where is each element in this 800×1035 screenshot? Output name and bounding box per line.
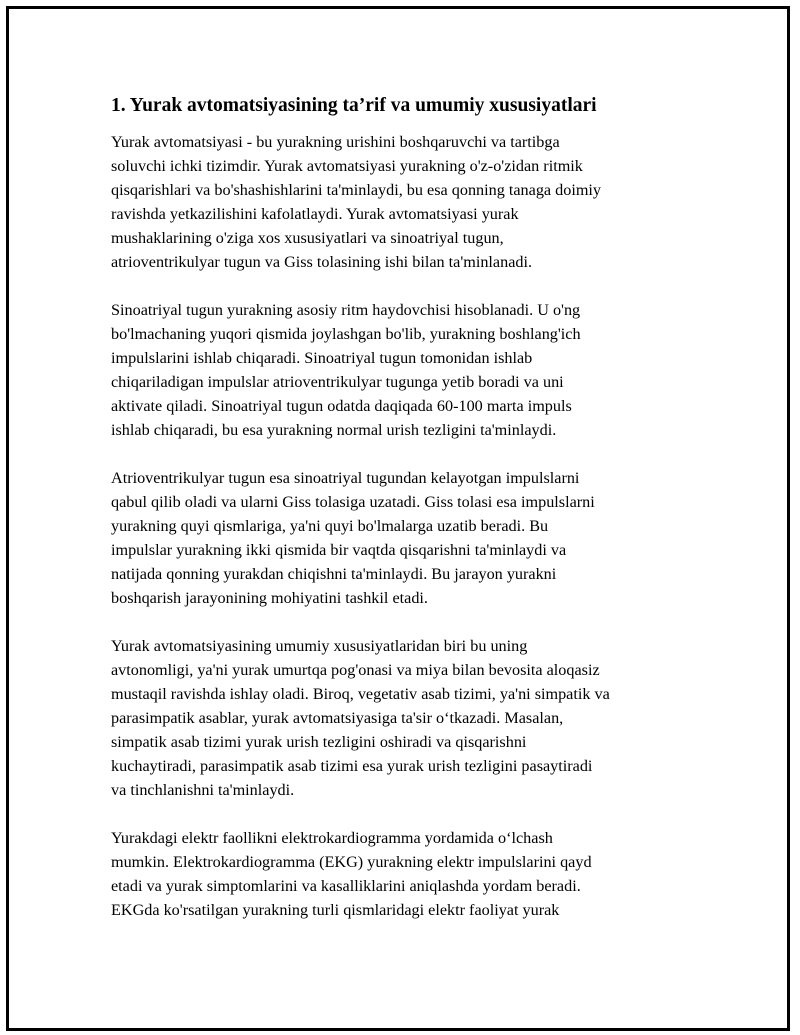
paragraph xyxy=(111,826,691,922)
paragraph-line: Sinoatriyal tugun yurakning asosiy ritm haydovchisi hisoblanadi. U o'ng xyxy=(111,301,581,319)
paragraph-line: avtonomligi, ya'ni yurak umurtqa pog'onasi va miya bilan bevosita aloqasiz xyxy=(111,661,600,679)
paragraph-line: mustaqil ravishda ishlay oladi. Biroq, vegetativ asab tizimi, ya'ni simpatik va xyxy=(111,685,610,703)
paragraph xyxy=(111,466,691,610)
paragraph-line: aktivate qiladi. Sinoatriyal tugun odatda daqiqada 60-100 marta impuls xyxy=(111,397,572,415)
paragraph xyxy=(111,298,691,442)
paragraph-line: Atrioventrikulyar tugun esa sinoatriyal tugundan kelayotgan impulslarni xyxy=(111,469,580,487)
paragraph-line: Yurakdagi elektr faollikni elektrokardiogramma yordamida o‘lchash xyxy=(111,829,553,847)
paragraph xyxy=(111,634,691,802)
paragraph-line: simpatik asab tizimi yurak urish tezligini oshiradi va qisqarishni xyxy=(111,733,527,751)
paragraph-line: va tinchlanishni ta'minlaydi. xyxy=(111,781,295,799)
paragraph-line: ishlab chiqaradi, bu esa yurakning normal urish tezligini ta'minlaydi. xyxy=(111,421,557,439)
paragraph-line: natijada qonning yurakdan chiqishni ta'minlaydi. Bu jarayon yurakni xyxy=(111,565,557,583)
paragraph-line: impulslar yurakning ikki qismida bir vaqtda qisqarishni ta'minlaydi va xyxy=(111,541,567,559)
paragraph-line: etadi va yurak simptomlarini va kasalliklarini aniqlashda yordam beradi. xyxy=(111,877,581,895)
paragraph-line: Yurak avtomatsiyasining umumiy xususiyatlaridan biri bu uning xyxy=(111,637,528,655)
paragraph-line: EKGda ko'rsatilgan yurakning turli qismlaridagi elektr faoliyat yurak xyxy=(111,901,560,919)
paragraph-line: soluvchi ichki tizimdir. Yurak avtomatsiyasi yurakning o'z-o'zidan ritmik xyxy=(111,157,583,175)
paragraph-line: yurakning quyi qismlariga, ya'ni quyi bo'lmalarga uzatib beradi. Bu xyxy=(111,517,549,535)
paragraph-line: mumkin. Elektrokardiogramma (EKG) yurakning elektr impulslarini qayd xyxy=(111,853,592,871)
paragraph xyxy=(111,130,691,274)
paragraph-line: qabul qilib oladi va ularni Giss tolasiga uzatadi. Giss tolasi esa impulslarni xyxy=(111,493,595,511)
paragraph-list xyxy=(111,130,691,922)
paragraph-line: mushaklarining o'ziga xos xususiyatlari va sinoatriyal tugun, xyxy=(111,229,504,247)
paragraph-line: atrioventrikulyar tugun va Giss tolasining ishi bilan ta'minlanadi. xyxy=(111,253,533,271)
document-content xyxy=(111,92,691,946)
paragraph-line: qisqarishlari va bo'shashishlarini ta'minlaydi, bu esa qonning tanaga doimiy xyxy=(111,181,602,199)
paragraph-line: impulslarini ishlab chiqaradi. Sinoatriyal tugun tomonidan ishlab xyxy=(111,349,533,367)
paragraph-line: bo'lmachaning yuqori qismida joylashgan bo'lib, yurakning boshlang'ich xyxy=(111,325,581,343)
paragraph-line: kuchaytiradi, parasimpatik asab tizimi esa yurak urish tezligini pasaytiradi xyxy=(111,757,593,775)
paragraph-line: parasimpatik asablar, yurak avtomatsiyasiga ta'sir o‘tkazadi. Masalan, xyxy=(111,709,564,727)
section-heading: 1. Yurak avtomatsiyasining ta’rif va umumiy xususiyatlari xyxy=(111,95,597,116)
paragraph-line: ravishda yetkazilishini kafolatlaydi. Yurak avtomatsiyasi yurak xyxy=(111,205,519,223)
paragraph-line: chiqariladigan impulslar atrioventrikulyar tugunga yetib boradi va uni xyxy=(111,373,564,391)
paragraph-line: Yurak avtomatsiyasi - bu yurakning urishini boshqaruvchi va tartibga xyxy=(111,133,560,151)
paragraph-line: boshqarish jarayonining mohiyatini tashkil etadi. xyxy=(111,589,428,607)
